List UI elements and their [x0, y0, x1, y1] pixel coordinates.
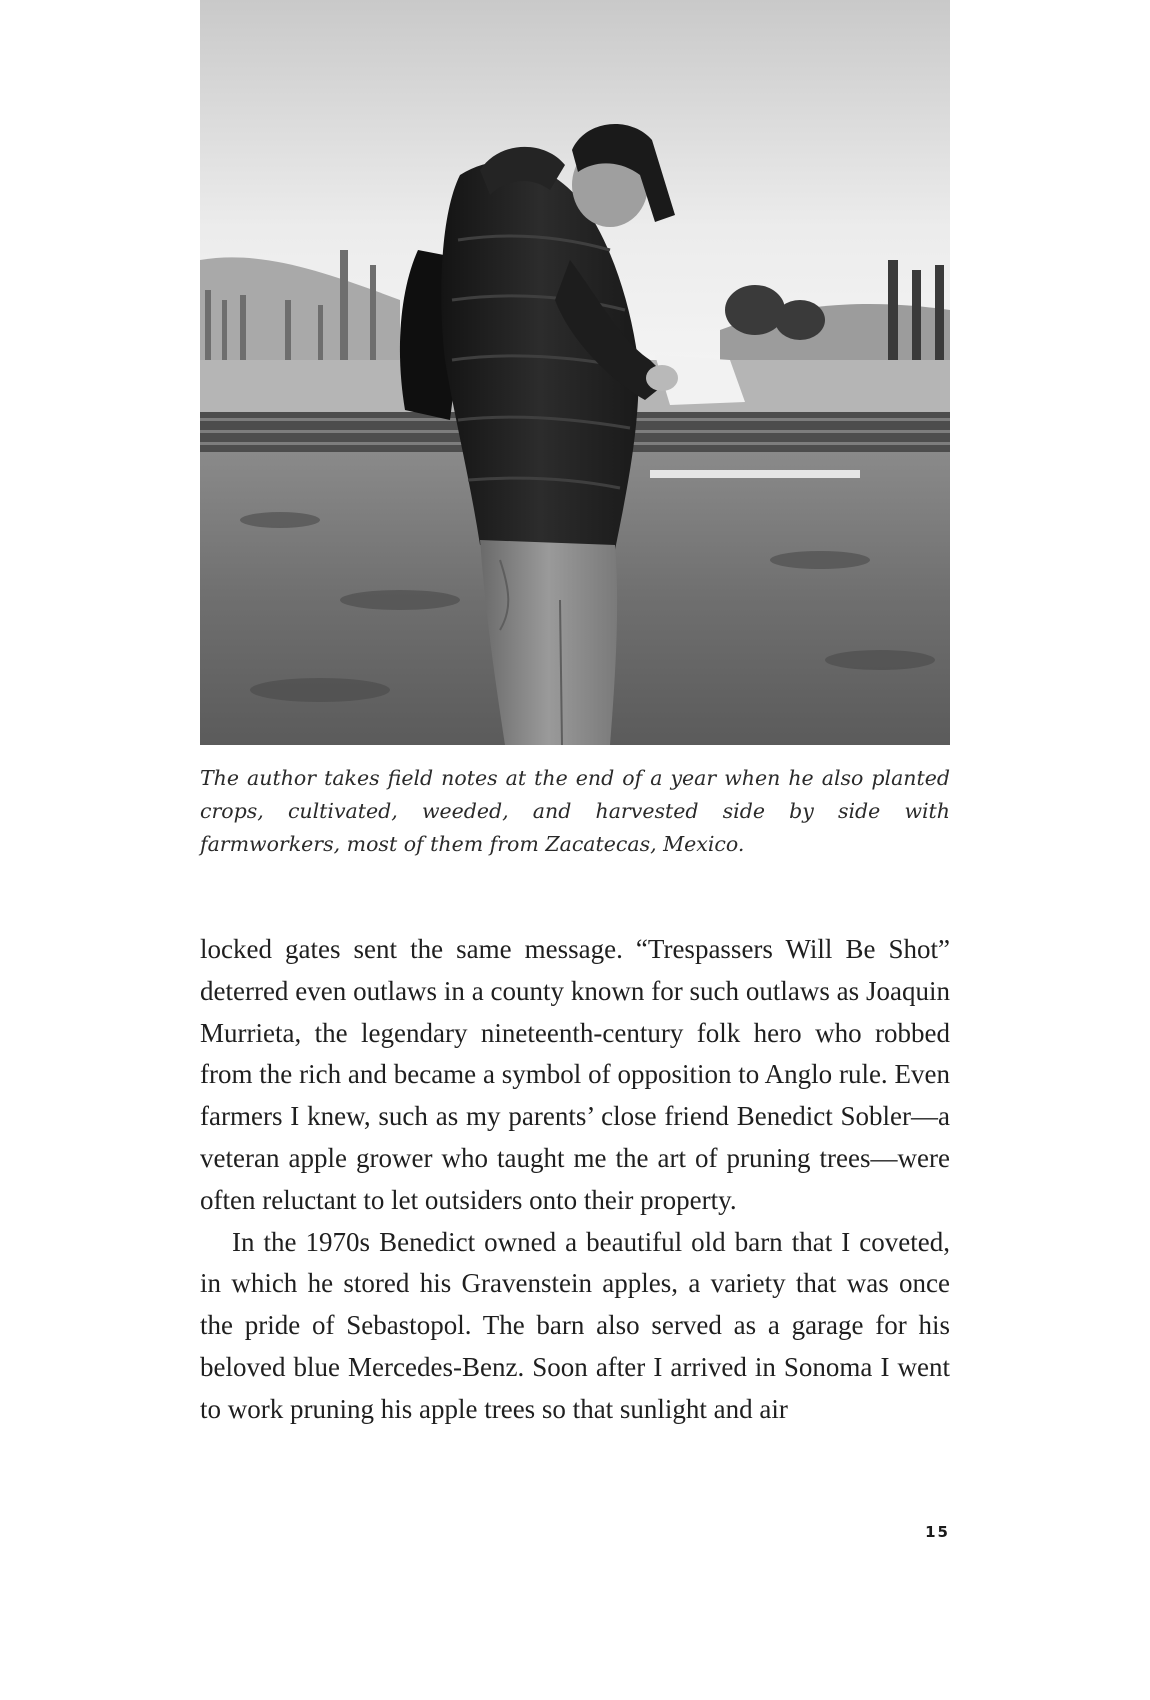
- body-text: [200, 929, 950, 1431]
- photo-caption: The author takes field notes at the end of a year when he also planted crops, cultivated, weeded, and harvested side by side with farmworkers, most of them from Zacatecas, Mexico.: [200, 766, 950, 856]
- page-number: 15: [925, 1523, 950, 1541]
- paragraph: locked gates sent the same message. “Trespassers Will Be Shot” deterred even outlaws in a county known for such outlaws as Joaquin Murrieta, the legendary nineteenth-century folk hero who robbed from the rich and became a symbol of opposition to Anglo rule. Even farmers I knew, such as my parents’ close friend Benedict Sobler—a veteran apple grower who taught me the art of pruning trees—were often reluctant to let outsiders onto their property.: [200, 934, 950, 1215]
- photo-illustration: [200, 0, 950, 745]
- paragraph: In the 1970s Benedict owned a beautiful old barn that I coveted, in which he stored his Gravenstein apples, a variety that was once the pride of Sebastopol. The barn also served as a garage for his beloved blue Mercedes-Benz. Soon after I arrived in Sonoma I went to work pruning his apple trees so that sunlight and air: [200, 1226, 950, 1424]
- field-notes-photo: [200, 0, 950, 745]
